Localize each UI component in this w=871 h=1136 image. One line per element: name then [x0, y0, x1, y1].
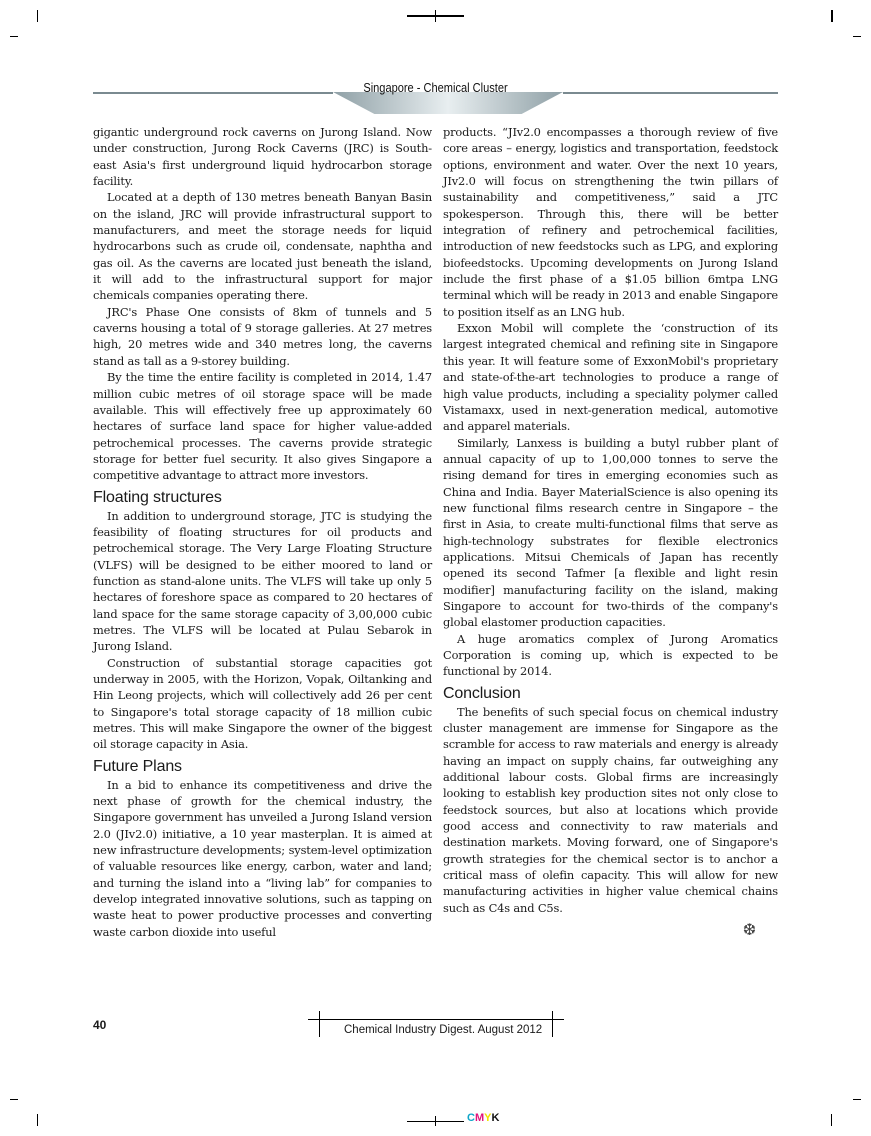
footer-rule [552, 1011, 553, 1037]
right-column [443, 124, 778, 939]
heading-floating-structures: Floating structures [93, 488, 222, 506]
crop-mark [10, 36, 18, 37]
footer-rule [319, 1011, 320, 1037]
left-column [93, 124, 432, 940]
registration-mark [435, 10, 436, 22]
crop-mark [831, 10, 833, 22]
paragraph: Similarly, Lanxess is building a butyl rubber plant of annual capacity of up to 1,00,000 tonnes to serve the rising demand for tires in emerging economies such as China and India. Bayer MaterialScience is also opening its new functional films research centre in Singapore – the first in Asia, to create multi-functional films that serve as high-technology substrates for flexible electronics applications. Mitsui Chemicals of Japan has recently opened its second Tafmer [a flexible and light resin modifier] manufacturing facility on the island, making Singapore to account for two-thirds of the company's global elastomer production capacities. [443, 435, 778, 630]
paragraph: Construction of substantial storage capacities got underway in 2005, with the Horizon, Vopak, Oiltanking and Hin Leong projects, which will collectively add 26 per cent to Singapore's total storage capacity of 18 million cubic metres. This will make Singapore the owner of the biggest oil storage capacity in Asia. [93, 655, 432, 752]
paragraph: In a bid to enhance its competitiveness and drive the next phase of growth for the chemical industry, the Singapore government has unveiled a Jurong Island version 2.0 (JIv2.0) initiative, a 10 year masterplan. It is aimed at new infrastructure developments; system-level optimization of valuable resources like energy, carbon, water and land; and turning the island into a “living lab” for companies to develop integrated innovative solutions, such as tapping on waste heat to power productive processes and converting waste carbon dioxide into useful [93, 777, 432, 939]
cmyk-m: M [474, 1112, 485, 1124]
crop-mark [853, 36, 861, 37]
crop-mark [853, 1099, 861, 1100]
paragraph: JRC's Phase One consists of 8km of tunnels and 5 caverns housing a total of 9 storage galleries. At 27 metres high, 20 metres wide and 340 metres long, the caverns stand as tall as a 9-storey building. [93, 304, 432, 368]
paragraph: The benefits of such special focus on chemical industry cluster management are immense for Singapore as the scramble for access to raw materials and energy is already having an impact on supply chains, far outweighing any additional labour costs. Global firms are increasingly looking to establish key production sites not only close to feedstock sources, but also at locations which provide good access and connectivity to raw materials and destination markets. Moving forward, one of Singapore's growth strategies for the chemical sector is to anchor a critical mass of olefin capacity. This will allow for new manufacturing activities in higher value chemical chains such as C4s and C5s. [443, 704, 778, 915]
paragraph: A huge aromatics complex of Jurong Aromatics Corporation is coming up, which is expected to be functional by 2014. [443, 631, 778, 679]
paragraph: Exxon Mobil will complete the ‘construction of its largest integrated chemical and refining site in Singapore this year. It will feature some of ExxonMobil's proprietary and state-of-the-art technologies to produce a range of high value products, including a speciality polymer called Vistamaxx, used in next-generation medical, automotive and apparel materials. [443, 321, 778, 434]
footer-rule [308, 1019, 564, 1020]
heading-conclusion: Conclusion [443, 684, 521, 702]
cmyk-k: K [491, 1112, 500, 1124]
end-mark-icon: ❆ [742, 920, 756, 940]
header-tab [333, 92, 563, 114]
publication-footer: Chemical Industry Digest. August 2012 [344, 1024, 543, 1036]
cmyk-y: Y [484, 1112, 492, 1124]
paragraph: Located at a depth of 130 metres beneath Banyan Basin on the island, JRC will provide infrastructural support to manufacturers, and meet the storage needs for liquid hydrocarbons such as crude oil, condensate, naphtha and gas oil. As the caverns are located just beneath the island, it will add to the infrastructural support for major chemicals companies operating there. [93, 190, 432, 303]
cmyk-color-bar [467, 1112, 499, 1124]
registration-mark [435, 1116, 436, 1126]
heading-future-plans: Future Plans [93, 757, 182, 775]
paragraph: products. “JIv2.0 encompasses a thorough review of five core areas – energy, logistics and transportation, feedstock options, environment and water. Over the next 10 years, JIv2.0 will focus on strengthening the twin pillars of sustainability and competitiveness,” said a JTC spokesperson. Through this, there will be better integration of refinery and petrochemical facilities, introduction of new feedstocks such as LPG, and exploring biofeedstocks. Upcoming developments on Jurong Island include the first phase of a $1.05 billion 6mtpa LNG terminal which will be ready in 2013 and enable Singapore to position itself as an LNG hub. [443, 125, 778, 319]
paragraph: By the time the entire facility is completed in 2014, 1.47 million cubic metres of oil storage space will be made available. This will effectively free up approximately 60 hectares of surface land space for higher value-added petrochemical processes. The caverns provide strategic storage for better fuel security. It also gives Singapore a competitive advantage to attract more investors. [93, 370, 432, 483]
section-title: Singapore - Chemical Cluster [363, 80, 508, 95]
paragraph: In addition to underground storage, JTC is studying the feasibility of floating structures for oil products and petrochemical storage. The Very Large Floating Structure (VLFS) will be designed to be either moored to land or function as stand-alone units. The VLFS will take up only 5 hectares of foreshore space as compared to 20 hectares of land space for the same storage capacity of 3,00,000 cubic metres. The VLFS will be located at Pulau Sebarok in Jurong Island. [93, 508, 432, 654]
running-header [93, 80, 778, 116]
crop-mark [10, 1099, 18, 1100]
paragraph: gigantic underground rock caverns on Jurong Island. Now under construction, Jurong Rock Caverns (JRC) is South-east Asia's first underground liquid hydrocarbon storage facility. [93, 125, 432, 189]
page-number: 40 [93, 1018, 107, 1032]
crop-mark [37, 1114, 38, 1126]
cmyk-c: C [467, 1112, 475, 1124]
crop-mark [831, 1114, 832, 1126]
crop-mark [37, 10, 38, 22]
